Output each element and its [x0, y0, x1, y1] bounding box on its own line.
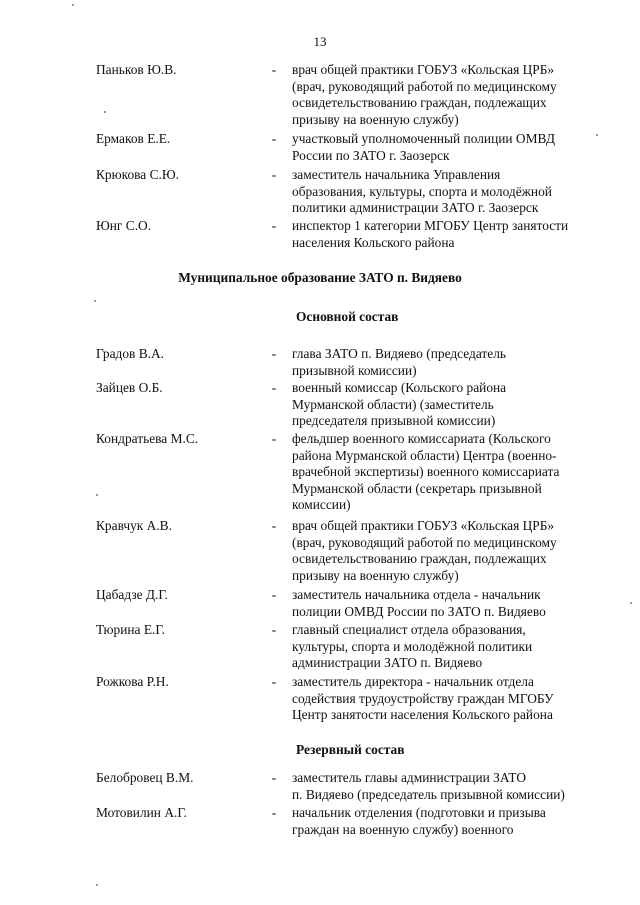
dash-separator: - — [271, 131, 277, 146]
scan-speck — [630, 602, 632, 604]
member-role: заместитель директора - начальник отдела содействия трудоустройству граждан МГОБУ Центр занятости населения Кольского района — [292, 674, 554, 723]
member-role: заместитель главы администрации ЗАТО п. Видяево (председатель призывной комиссии) — [292, 770, 565, 802]
member-name: Ермаков Е.Е. — [96, 131, 171, 146]
member-name: Белобровец В.М. — [96, 770, 194, 785]
dash-separator: - — [271, 62, 277, 77]
scan-speck — [104, 111, 106, 113]
member-role: инспектор 1 категории МГОБУ Центр занятости населения Кольского района — [292, 218, 569, 250]
member-name: Зайцев О.Б. — [96, 380, 163, 395]
member-name: Цабадзе Д.Г. — [96, 587, 168, 602]
dash-separator: - — [271, 805, 277, 820]
dash-separator: - — [271, 622, 277, 637]
dash-separator: - — [271, 167, 277, 182]
member-role: заместитель начальника Управления образования, культуры, спорта и молодёжной политики администрации ЗАТО г. Заозерск — [292, 167, 552, 216]
dash-separator: - — [271, 587, 277, 602]
member-name: Мотовилин А.Г. — [96, 805, 187, 820]
member-name: Градов В.А. — [96, 346, 165, 361]
member-name: Паньков Ю.В. — [96, 62, 177, 77]
scan-speck — [94, 300, 96, 302]
page-number: 13 — [313, 34, 327, 49]
dash-separator: - — [271, 380, 277, 395]
member-role: участковый уполномоченный полиции ОМВД России по ЗАТО г. Заозерск — [292, 131, 556, 163]
reserve-composition-heading: Резервный состав — [296, 742, 405, 757]
dash-separator: - — [271, 431, 277, 446]
member-role: заместитель начальника отдела - начальник полиции ОМВД России по ЗАТО п. Видяево — [292, 587, 546, 619]
dash-separator: - — [271, 770, 277, 785]
member-role: фельдшер военного комиссариата (Кольского района Мурманской области) Центра (военно- врачебной экспертизы) военного комиссариата Мурманской области (секретарь призывной комиссии) — [292, 431, 560, 513]
member-name: Кондратьева М.С. — [96, 431, 199, 446]
municipality-heading: Муниципальное образование ЗАТО п. Видяево — [178, 270, 462, 285]
member-role: военный комиссар (Кольского района Мурманской области) (заместитель председателя призывной комиссии) — [292, 380, 507, 429]
scan-speck — [72, 4, 74, 6]
member-name: Кравчук А.В. — [96, 518, 172, 533]
member-name: Юнг С.О. — [96, 218, 152, 233]
dash-separator: - — [271, 674, 277, 689]
scan-speck — [596, 134, 598, 136]
dash-separator: - — [271, 346, 277, 361]
member-role: главный специалист отдела образования, культуры, спорта и молодёжной политики администрации ЗАТО п. Видяево — [292, 622, 533, 671]
member-role: глава ЗАТО п. Видяево (председатель призывной комиссии) — [292, 346, 507, 378]
member-name: Тюрина Е.Г. — [96, 622, 165, 637]
member-role: начальник отделения (подготовки и призыва граждан на военную службу) военного — [292, 805, 546, 837]
main-composition-heading: Основной состав — [296, 309, 399, 324]
scan-speck — [96, 884, 98, 886]
dash-separator: - — [271, 518, 277, 533]
member-name: Крюкова С.Ю. — [96, 167, 179, 182]
dash-separator: - — [271, 218, 277, 233]
scan-speck — [96, 494, 98, 496]
member-role: врач общей практики ГОБУЗ «Кольская ЦРБ» (врач, руководящий работой по медицинскому освидетельствованию граждан, подлежащих призыву на военную службу) — [292, 62, 557, 127]
member-role: врач общей практики ГОБУЗ «Кольская ЦРБ» (врач, руководящий работой по медицинскому освидетельствованию граждан, подлежащих призыву на военную службу) — [292, 518, 557, 583]
member-name: Рожкова Р.Н. — [96, 674, 169, 689]
